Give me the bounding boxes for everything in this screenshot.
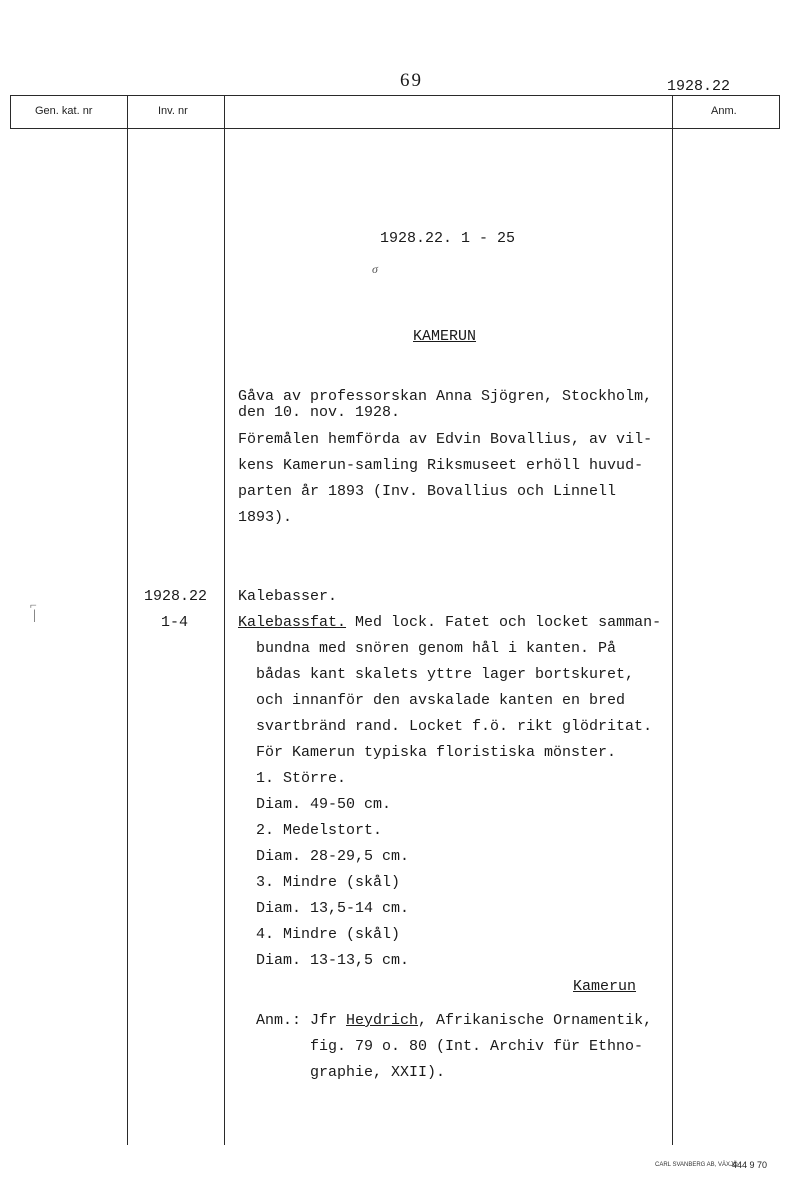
description-line: Diam. 28-29,5 cm. bbox=[256, 848, 410, 865]
note-line: graphie, XXII). bbox=[310, 1064, 446, 1081]
description-line: svartbränd rand. Locket f.ö. rikt glödritat. bbox=[256, 718, 653, 735]
description-line: 4. Mindre (skål) bbox=[256, 926, 401, 943]
donation-line: Föremålen hemförda av Edvin Bovallius, av vil- bbox=[238, 431, 653, 448]
item-title-line bbox=[238, 614, 661, 631]
description-line: Diam. 13-13,5 cm. bbox=[256, 952, 410, 969]
donation-line: kens Kamerun-samling Riksmuseet erhöll huvud- bbox=[238, 457, 644, 474]
entry-range: 1928.22. 1 - 25 bbox=[380, 230, 516, 247]
donation-line: den 10. nov. 1928. bbox=[238, 404, 401, 421]
header-accession-number: 1928.22 bbox=[667, 78, 731, 95]
page-number: 69 bbox=[400, 70, 423, 91]
scan-mark: ⌐ bbox=[30, 598, 37, 612]
form-code: 444 9 70 bbox=[732, 1160, 768, 1170]
description-line: och innanför den avskalade kanten en bred bbox=[256, 692, 626, 709]
description-line: bådas kant skalets yttre lager bortskuret, bbox=[256, 666, 635, 683]
note-line: fig. 79 o. 80 (Int. Archiv für Ethno- bbox=[310, 1038, 644, 1055]
handwritten-tick: σ bbox=[372, 262, 378, 276]
description-line: bundna med snören genom hål i kanten. På bbox=[256, 640, 617, 657]
inv-year: 1928.22 bbox=[144, 588, 208, 605]
donation-line: Gåva av professorskan Anna Sjögren, Stockholm, bbox=[238, 388, 653, 405]
item-category: Kalebasser. bbox=[238, 588, 338, 605]
description-line: 1. Större. bbox=[256, 770, 347, 787]
divider-inv-text bbox=[224, 95, 225, 1145]
column-header-anm: Anm. bbox=[711, 105, 737, 117]
note-rest: , Afrikanische Ornamentik, bbox=[418, 1012, 653, 1029]
divider-gen-inv bbox=[127, 95, 128, 1145]
description-line: För Kamerun typiska floristiska mönster. bbox=[256, 744, 617, 761]
note-author: Heydrich bbox=[346, 1012, 419, 1029]
scan-mark: | bbox=[33, 608, 36, 623]
description-line: 3. Mindre (skål) bbox=[256, 874, 401, 891]
top-rule bbox=[10, 95, 780, 96]
description-line: Diam. 13,5-14 cm. bbox=[256, 900, 410, 917]
donation-line: parten år 1893 (Inv. Bovallius och Linnell bbox=[238, 483, 617, 500]
right-border bbox=[779, 95, 780, 129]
entry-country: KAMERUN bbox=[413, 328, 477, 345]
note-label: Anm.: bbox=[256, 1012, 302, 1029]
donation-line: 1893). bbox=[238, 509, 293, 526]
description-line: Diam. 49-50 cm. bbox=[256, 796, 392, 813]
inv-range: 1-4 bbox=[161, 614, 189, 631]
left-border bbox=[10, 95, 11, 129]
item-title-rest: Med lock. Fatet och locket samman- bbox=[346, 614, 662, 631]
column-header-inv-nr: Inv. nr bbox=[158, 105, 188, 117]
description-line: 2. Medelstort. bbox=[256, 822, 383, 839]
note-prefix: Jfr bbox=[301, 1012, 347, 1029]
item-title: Kalebassfat. bbox=[238, 614, 347, 631]
note-line bbox=[256, 1012, 652, 1029]
item-origin: Kamerun bbox=[573, 978, 637, 995]
printer-imprint: CARL SVANBERG AB, VÄXJÖ bbox=[655, 1162, 738, 1168]
column-header-gen-kat-nr: Gen. kat. nr bbox=[35, 105, 93, 117]
divider-text-anm bbox=[672, 95, 673, 1145]
header-rule bbox=[10, 128, 780, 129]
